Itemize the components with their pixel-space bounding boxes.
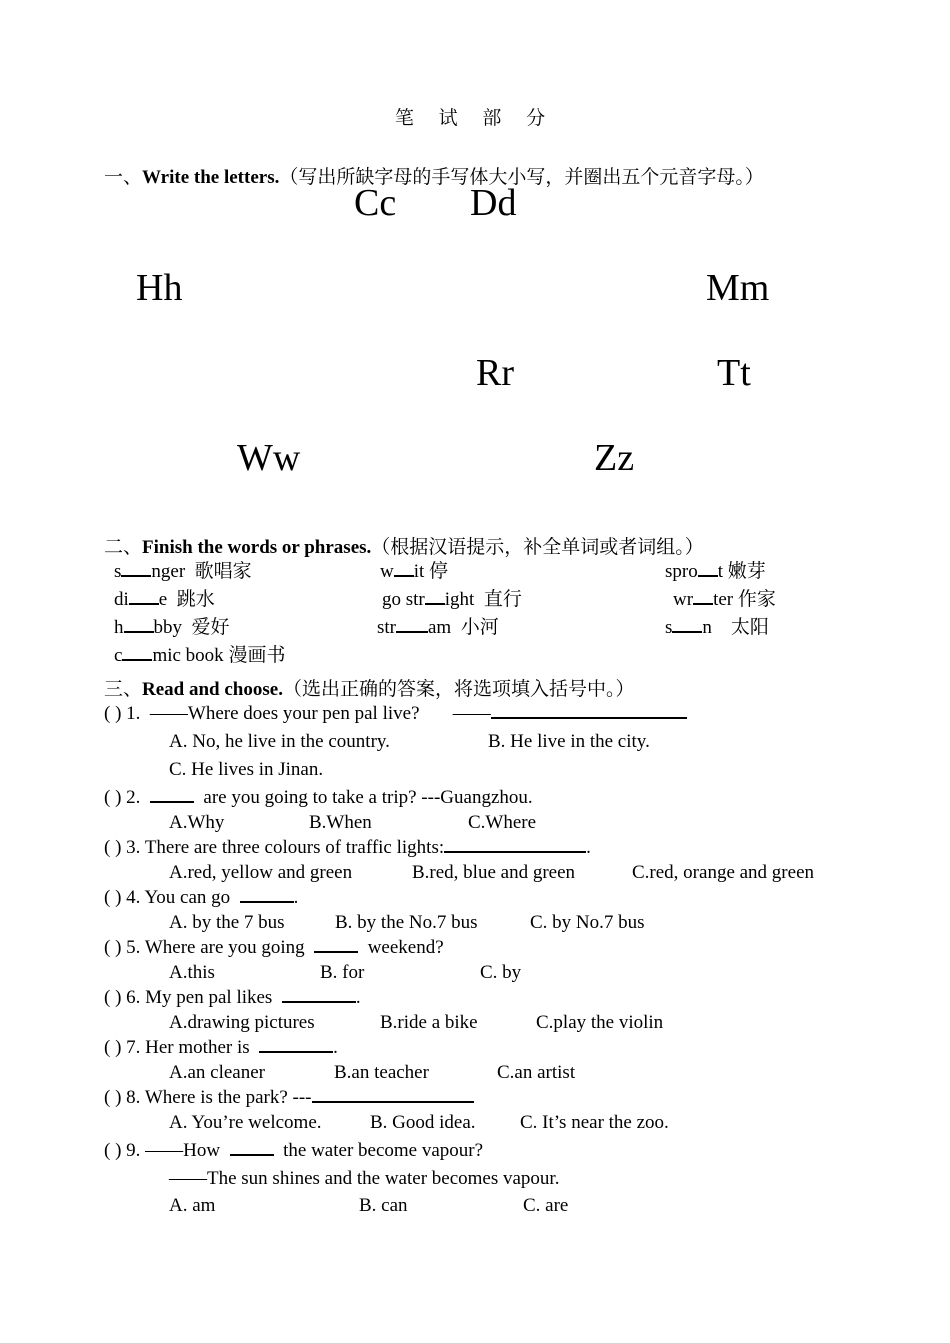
answer-paren[interactable]: ( ) bbox=[104, 937, 122, 958]
question-5: ( ) 5. Where are you going weekend? bbox=[104, 937, 444, 958]
word-sun: s n 太阳 bbox=[665, 617, 769, 638]
answer-paren[interactable]: ( ) bbox=[104, 1087, 122, 1108]
letter-tt: Tt bbox=[717, 352, 751, 394]
word-blank[interactable] bbox=[124, 630, 154, 633]
q9-option-c: C. are bbox=[523, 1195, 569, 1216]
letter-ww: Ww bbox=[237, 437, 301, 479]
answer-paren[interactable]: ( ) bbox=[104, 787, 122, 808]
answer-paren[interactable]: ( ) bbox=[104, 837, 122, 858]
word-blank[interactable] bbox=[394, 574, 414, 577]
q3-option-a: A.red, yellow and green bbox=[169, 862, 353, 883]
q6-option-b: B.ride a bike bbox=[380, 1012, 478, 1033]
answer-paren[interactable]: ( ) bbox=[104, 987, 122, 1008]
question-4: ( ) 4. You can go . bbox=[104, 887, 299, 908]
answer-blank[interactable] bbox=[259, 1050, 333, 1053]
q1-option-b: B. He live in the city. bbox=[488, 731, 650, 752]
q3-option-b: B.red, blue and green bbox=[412, 862, 576, 883]
answer-paren[interactable]: ( ) bbox=[104, 887, 122, 908]
word-sprout: spro t 嫩芽 bbox=[665, 561, 766, 582]
letter-mm: Mm bbox=[706, 267, 770, 309]
word-writer: wr ter 作家 bbox=[673, 589, 776, 610]
q7-option-a: A.an cleaner bbox=[169, 1062, 265, 1083]
word-go-straight: go str ight 直行 bbox=[382, 589, 522, 610]
q2-option-b: B.When bbox=[309, 812, 372, 833]
q9-option-b: B. can bbox=[359, 1195, 408, 1216]
word-blank[interactable] bbox=[425, 602, 445, 605]
q7-option-b: B.an teacher bbox=[334, 1062, 429, 1083]
section3-instruction: （选出正确的答案，将选项填入括号中。） bbox=[282, 679, 635, 700]
word-singer: s nger 歌唱家 bbox=[114, 561, 252, 582]
q4-option-a: A. by the 7 bus bbox=[169, 912, 285, 933]
q9-answer-line: ——The sun shines and the water becomes vapour. bbox=[169, 1168, 560, 1189]
letter-cc: Cc bbox=[354, 182, 397, 224]
q8-option-c: C. It’s near the zoo. bbox=[520, 1112, 669, 1133]
section1-header bbox=[104, 162, 764, 189]
letter-dd: Dd bbox=[470, 182, 517, 224]
q6-option-a: A.drawing pictures bbox=[169, 1012, 315, 1033]
answer-blank[interactable] bbox=[230, 1153, 274, 1156]
word-dive: di e 跳水 bbox=[114, 589, 215, 610]
section3-prefix: 三、 bbox=[104, 679, 143, 700]
word-stream: str am 小河 bbox=[377, 617, 499, 638]
question-6: ( ) 6. My pen pal likes . bbox=[104, 987, 361, 1008]
section2-heading: Finish the words or phrases. bbox=[142, 537, 372, 558]
section2-prefix: 二、 bbox=[104, 537, 143, 558]
q9-option-a: A. am bbox=[169, 1195, 216, 1216]
answer-paren[interactable]: ( ) bbox=[104, 703, 122, 724]
section1-prefix: 一、 bbox=[104, 167, 143, 188]
section1-instruction: （写出所缺字母的手写体大小写，并圈出五个元音字母。） bbox=[279, 167, 764, 188]
answer-blank[interactable] bbox=[282, 1000, 356, 1003]
section1-heading: Write the letters. bbox=[142, 167, 280, 188]
answer-blank[interactable] bbox=[150, 800, 194, 803]
word-blank[interactable] bbox=[121, 574, 151, 577]
q2-option-c: C.Where bbox=[468, 812, 537, 833]
section3-heading: Read and choose. bbox=[142, 679, 283, 700]
question-3: ( ) 3. There are three colours of traffic lights: . bbox=[104, 837, 591, 858]
word-blank[interactable] bbox=[698, 574, 718, 577]
q8-option-b: B. Good idea. bbox=[370, 1112, 476, 1133]
q4-option-c: C. by No.7 bus bbox=[530, 912, 645, 933]
question-8: ( ) 8. Where is the park? --- bbox=[104, 1088, 474, 1107]
word-hobby: h bby 爱好 bbox=[114, 617, 230, 638]
word-wait: w it 停 bbox=[380, 561, 449, 582]
word-blank[interactable] bbox=[396, 630, 428, 633]
section2-instruction: （根据汉语提示，补全单词或者词组。） bbox=[371, 537, 704, 558]
letter-hh: Hh bbox=[136, 267, 183, 309]
answer-blank[interactable] bbox=[314, 950, 358, 953]
q6-option-c: C.play the violin bbox=[536, 1012, 664, 1033]
q7-option-c: C.an artist bbox=[497, 1062, 576, 1083]
answer-paren[interactable]: ( ) bbox=[104, 1037, 122, 1058]
section3-header bbox=[104, 674, 634, 701]
question-9: ( ) 9. ——How the water become vapour? bbox=[104, 1140, 484, 1161]
q1-option-c: C. He lives in Jinan. bbox=[169, 759, 324, 780]
question-7: ( ) 7. Her mother is . bbox=[104, 1037, 338, 1058]
answer-blank[interactable] bbox=[312, 1100, 474, 1103]
answer-blank[interactable] bbox=[240, 900, 294, 903]
section2-header bbox=[104, 532, 704, 559]
question-2: ( ) 2. are you going to take a trip? ---Guangzhou. bbox=[104, 787, 533, 808]
q2-option-a: A.Why bbox=[169, 812, 225, 833]
question-1: ( ) 1. ——Where does your pen pal live? —— bbox=[104, 704, 687, 723]
word-comic-book: c mic book 漫画书 bbox=[114, 645, 286, 666]
q5-option-a: A.this bbox=[169, 962, 215, 983]
letter-rr: Rr bbox=[476, 352, 514, 394]
answer-blank[interactable] bbox=[444, 850, 586, 853]
word-blank[interactable] bbox=[672, 630, 702, 633]
answer-paren[interactable]: ( ) bbox=[104, 1140, 122, 1161]
word-blank[interactable] bbox=[129, 602, 159, 605]
q4-option-b: B. by the No.7 bus bbox=[335, 912, 478, 933]
q8-option-a: A. You’re welcome. bbox=[169, 1112, 322, 1133]
q1-option-a: A. No, he live in the country. bbox=[169, 731, 390, 752]
q3-option-c: C.red, orange and green bbox=[632, 862, 815, 883]
word-blank[interactable] bbox=[122, 658, 152, 661]
word-blank[interactable] bbox=[693, 602, 713, 605]
letter-zz: Zz bbox=[594, 437, 635, 479]
q5-option-b: B. for bbox=[320, 962, 365, 983]
answer-blank[interactable] bbox=[491, 716, 687, 719]
q5-option-c: C. by bbox=[480, 962, 522, 983]
page-title: 笔 试 部 分 bbox=[394, 108, 556, 129]
